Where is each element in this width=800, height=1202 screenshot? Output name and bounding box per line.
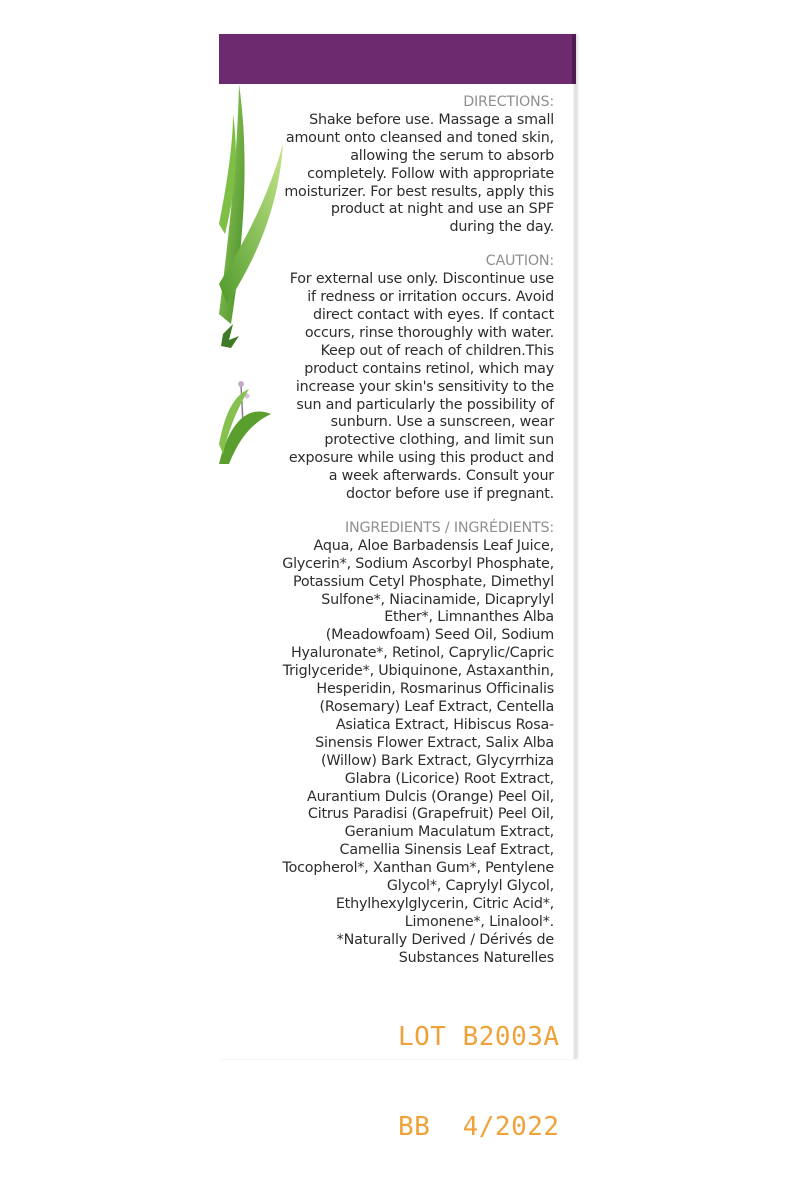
- label-text-panel: [282, 94, 554, 984]
- lot-stamp: [398, 962, 560, 1202]
- directions-heading: DIRECTIONS:: [463, 94, 554, 110]
- ingredients-heading: INGREDIENTS / INGRÉDIENTS:: [345, 519, 554, 536]
- leaf-sprig: [221, 324, 239, 348]
- ingredients-footnote: *Naturally Derived / Dérivés de Substances Naturelles: [336, 931, 554, 966]
- ingredients-text: Aqua, Aloe Barbadensis Leaf Juice, Glycerin*, Sodium Ascorbyl Phosphate, Potassium Cetyl Phosphate, Dimethyl Sulfone*, Niacinamide, Dicaprylyl Ether*, Limnanthes Alba (Meadowfoam) Seed Oil, Sodium Hyaluronate*, Retinol, Caprylic/Capric Triglyceride*, Ubiquinone, Astaxanthin, Hesperidin, Rosmarinus Officinalis (Rosemary) Leaf Extract, Centella Asiatica Extract, Hibiscus Rosa-Sinensis Flower Extract, Salix Alba (Willow) Bark Extract, Glycyrrhiza Glabra (Licorice) Root Extract, Aurantium Dulcis (Orange) Peel Oil, Citrus Paradisi (Grapefruit) Peel Oil, Geranium Maculatum Extract, Camellia Sinensis Leaf Extract, Tocopherol*, Xanthan Gum*, Pentylene Glycol*, Caprylyl Glycol, Ethylhexylglycerin, Citric Acid*, Limonene*, Linalool*.: [282, 537, 554, 930]
- flower-bud: [238, 381, 244, 387]
- purple-band-edge: [572, 34, 576, 84]
- directions-text: Shake before use. Massage a small amount onto cleansed and toned skin, allowing the serum to absorb completely. Follow with appropriate moisturizer. For best results, apply this product at night and use an SPF during the day.: [284, 111, 554, 236]
- purple-top-band: [219, 34, 576, 84]
- leaf-blade-2: [219, 144, 283, 304]
- best-before-date: BB 4/2022: [398, 1112, 560, 1142]
- box-right-edge: [573, 84, 576, 1059]
- caution-text: For external use only. Discontinue use if redness or irritation occurs. Avoid direct contact with eyes. If contact occurs, rinse thoroughly with water. Keep out of reach of children.This product contains retinol, which may increase your skin's sensitivity to the sun and particularly the possibility of sunburn. Use a sunscreen, wear protective clothing, and limit sun exposure while using this product and a week afterwards. Consult your doctor before use if pregnant.: [288, 271, 554, 503]
- caution-heading: CAUTION:: [485, 253, 554, 270]
- lot-number: LOT B2003A: [398, 1022, 560, 1052]
